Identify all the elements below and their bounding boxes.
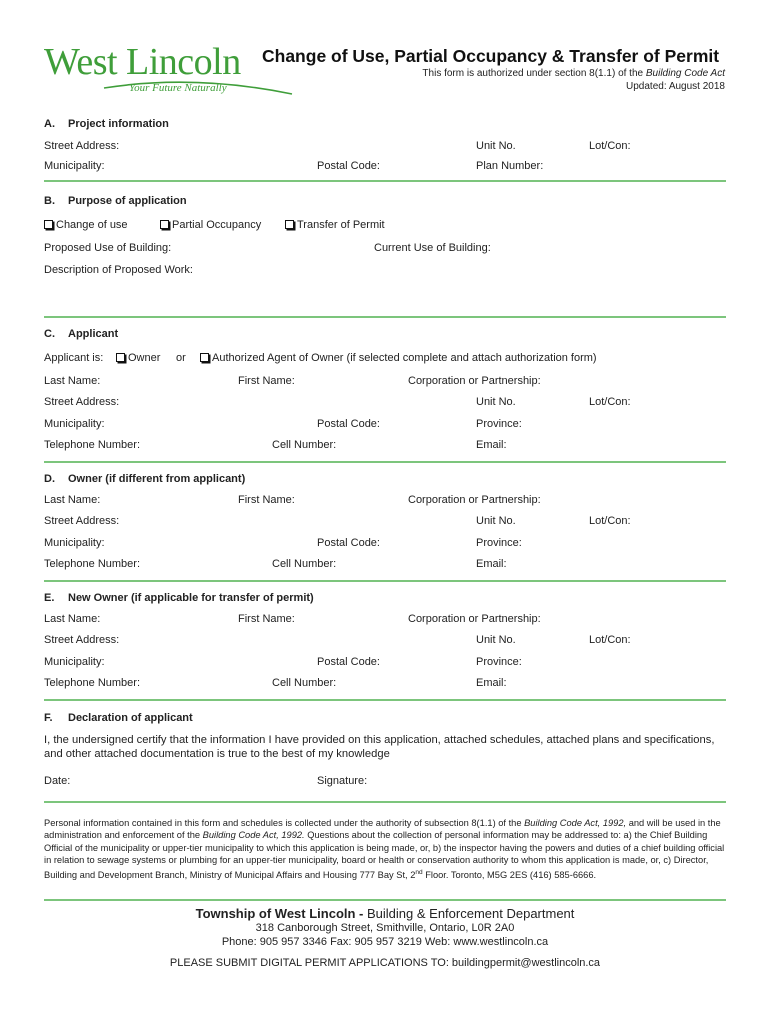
d-unit-label: Unit No. xyxy=(476,515,516,527)
divider xyxy=(44,316,726,318)
e-lotcon-label: Lot/Con: xyxy=(589,634,631,646)
certification-text: I, the undersigned certify that the information I have provided on this application, attached schedules, attached plans and specifications, and other attached documentation is true to the best of my knowledge xyxy=(44,734,715,760)
section-b-title: Purpose of application xyxy=(68,195,187,207)
e-last-name-label: Last Name: xyxy=(44,613,101,625)
section-d-letter: D. xyxy=(44,473,55,485)
d-municipality-label: Municipality: xyxy=(44,537,105,549)
proposed-use-label: Proposed Use of Building: xyxy=(44,242,172,254)
footer-address: 318 Canborough Street, Smithville, Ontario, L0R 2A0 xyxy=(255,922,515,934)
transfer-permit-option[interactable]: Transfer of Permit xyxy=(285,219,385,231)
divider xyxy=(44,461,726,463)
e-cell-label: Cell Number: xyxy=(272,677,337,689)
c-cell-label: Cell Number: xyxy=(272,439,337,451)
e-unit-label: Unit No. xyxy=(476,634,516,646)
a-plan-label: Plan Number: xyxy=(476,160,544,172)
e-email-label: Email: xyxy=(476,677,507,689)
description-label: Description of Proposed Work: xyxy=(44,264,193,276)
section-f-title: Declaration of applicant xyxy=(68,712,193,724)
divider xyxy=(44,699,726,701)
section-b-letter: B. xyxy=(44,195,55,207)
c-unit-label: Unit No. xyxy=(476,396,516,408)
updated-date: Updated: August 2018 xyxy=(626,81,725,92)
d-telephone-label: Telephone Number: xyxy=(44,558,141,570)
logo-wordmark: West Lincoln xyxy=(44,41,241,83)
a-municipality-label: Municipality: xyxy=(44,160,105,172)
c-corp-label: Corporation or Partnership: xyxy=(408,375,541,387)
c-last-name-label: Last Name: xyxy=(44,375,101,387)
c-province-label: Province: xyxy=(476,418,522,430)
c-email-label: Email: xyxy=(476,439,507,451)
or-text: or xyxy=(176,352,186,364)
divider xyxy=(44,580,726,582)
d-last-name-label: Last Name: xyxy=(44,494,101,506)
signature-label: Signature: xyxy=(317,775,368,787)
e-corp-label: Corporation or Partnership: xyxy=(408,613,541,625)
c-street-label: Street Address: xyxy=(44,396,120,408)
privacy-notice: Personal information contained in this form and schedules is collected under the authority of subsection 8(1.1) of the Building Code Act, 1992, and will be used in the administration and enforcement of the Building Code Act, 1992. Questions about the collection of personal information may be addressed to: a) the Chief Building Official of the municipality or upper-tier municipality to which this application is being made, or, b) the inspector having the powers and duties of a chief building official in relation to sewage systems or plumbing for an upper-tier municipality, board or health or conservation authority to whom this application is made, or, c) Director, Building and Development Branch, Ministry of Municipal Affairs and Housing 777 Bay St, 2nd Floor. Toronto, M5G 2ES (416) 585-6666. xyxy=(44,818,725,880)
checkbox-icon[interactable] xyxy=(285,220,294,229)
footer-organization: Township of West Lincoln - Building & Enforcement Department xyxy=(195,906,575,921)
d-postal-label: Postal Code: xyxy=(317,537,380,549)
change-of-use-option[interactable]: Change of use xyxy=(44,219,128,231)
logo-tagline: Your Future Naturally xyxy=(129,82,227,94)
a-unit-label: Unit No. xyxy=(476,140,516,152)
d-corp-label: Corporation or Partnership: xyxy=(408,494,541,506)
divider xyxy=(44,899,726,901)
divider xyxy=(44,180,726,182)
agent-option[interactable]: Authorized Agent of Owner (if selected complete and attach authorization form) xyxy=(200,352,597,364)
d-cell-label: Cell Number: xyxy=(272,558,337,570)
divider xyxy=(44,801,726,803)
a-postal-label: Postal Code: xyxy=(317,160,380,172)
d-lotcon-label: Lot/Con: xyxy=(589,515,631,527)
checkbox-icon[interactable] xyxy=(200,353,209,362)
footer-contact: Phone: 905 957 3346 Fax: 905 957 3219 Web: www.westlincoln.ca xyxy=(221,936,549,948)
d-email-label: Email: xyxy=(476,558,507,570)
c-telephone-label: Telephone Number: xyxy=(44,439,141,451)
e-street-label: Street Address: xyxy=(44,634,120,646)
checkbox-icon[interactable] xyxy=(160,220,169,229)
checkbox-icon[interactable] xyxy=(116,353,125,362)
form-title: Change of Use, Partial Occupancy & Transfer of Permit xyxy=(262,46,720,66)
section-c-letter: C. xyxy=(44,328,55,340)
e-postal-label: Postal Code: xyxy=(317,656,380,668)
owner-option[interactable]: Owner xyxy=(116,352,160,364)
e-province-label: Province: xyxy=(476,656,522,668)
date-label: Date: xyxy=(44,775,71,787)
section-c-title: Applicant xyxy=(68,328,119,340)
e-first-name-label: First Name: xyxy=(238,613,295,625)
section-e-title: New Owner (if applicable for transfer of permit) xyxy=(68,592,314,604)
d-province-label: Province: xyxy=(476,537,522,549)
d-first-name-label: First Name: xyxy=(238,494,295,506)
c-first-name-label: First Name: xyxy=(238,375,295,387)
applicant-is-label: Applicant is: xyxy=(44,352,104,364)
c-lotcon-label: Lot/Con: xyxy=(589,396,631,408)
section-a-letter: A. xyxy=(44,118,55,130)
partial-occupancy-option[interactable]: Partial Occupancy xyxy=(160,219,261,231)
c-postal-label: Postal Code: xyxy=(317,418,380,430)
checkbox-icon[interactable] xyxy=(44,220,53,229)
current-use-label: Current Use of Building: xyxy=(374,242,491,254)
section-d-title: Owner (if different from applicant) xyxy=(68,473,246,485)
authority-note: This form is authorized under section 8(1.1) of the Building Code Act xyxy=(422,68,725,79)
d-street-label: Street Address: xyxy=(44,515,120,527)
c-municipality-label: Municipality: xyxy=(44,418,105,430)
a-lotcon-label: Lot/Con: xyxy=(589,140,631,152)
section-f-letter: F. xyxy=(44,712,53,724)
e-telephone-label: Telephone Number: xyxy=(44,677,141,689)
e-municipality-label: Municipality: xyxy=(44,656,105,668)
section-e-letter: E. xyxy=(44,592,55,604)
footer-submit-note: PLEASE SUBMIT DIGITAL PERMIT APPLICATIONS TO: buildingpermit@westlincoln.ca xyxy=(169,957,601,969)
section-a-title: Project information xyxy=(68,118,169,130)
a-street-label: Street Address: xyxy=(44,140,120,152)
